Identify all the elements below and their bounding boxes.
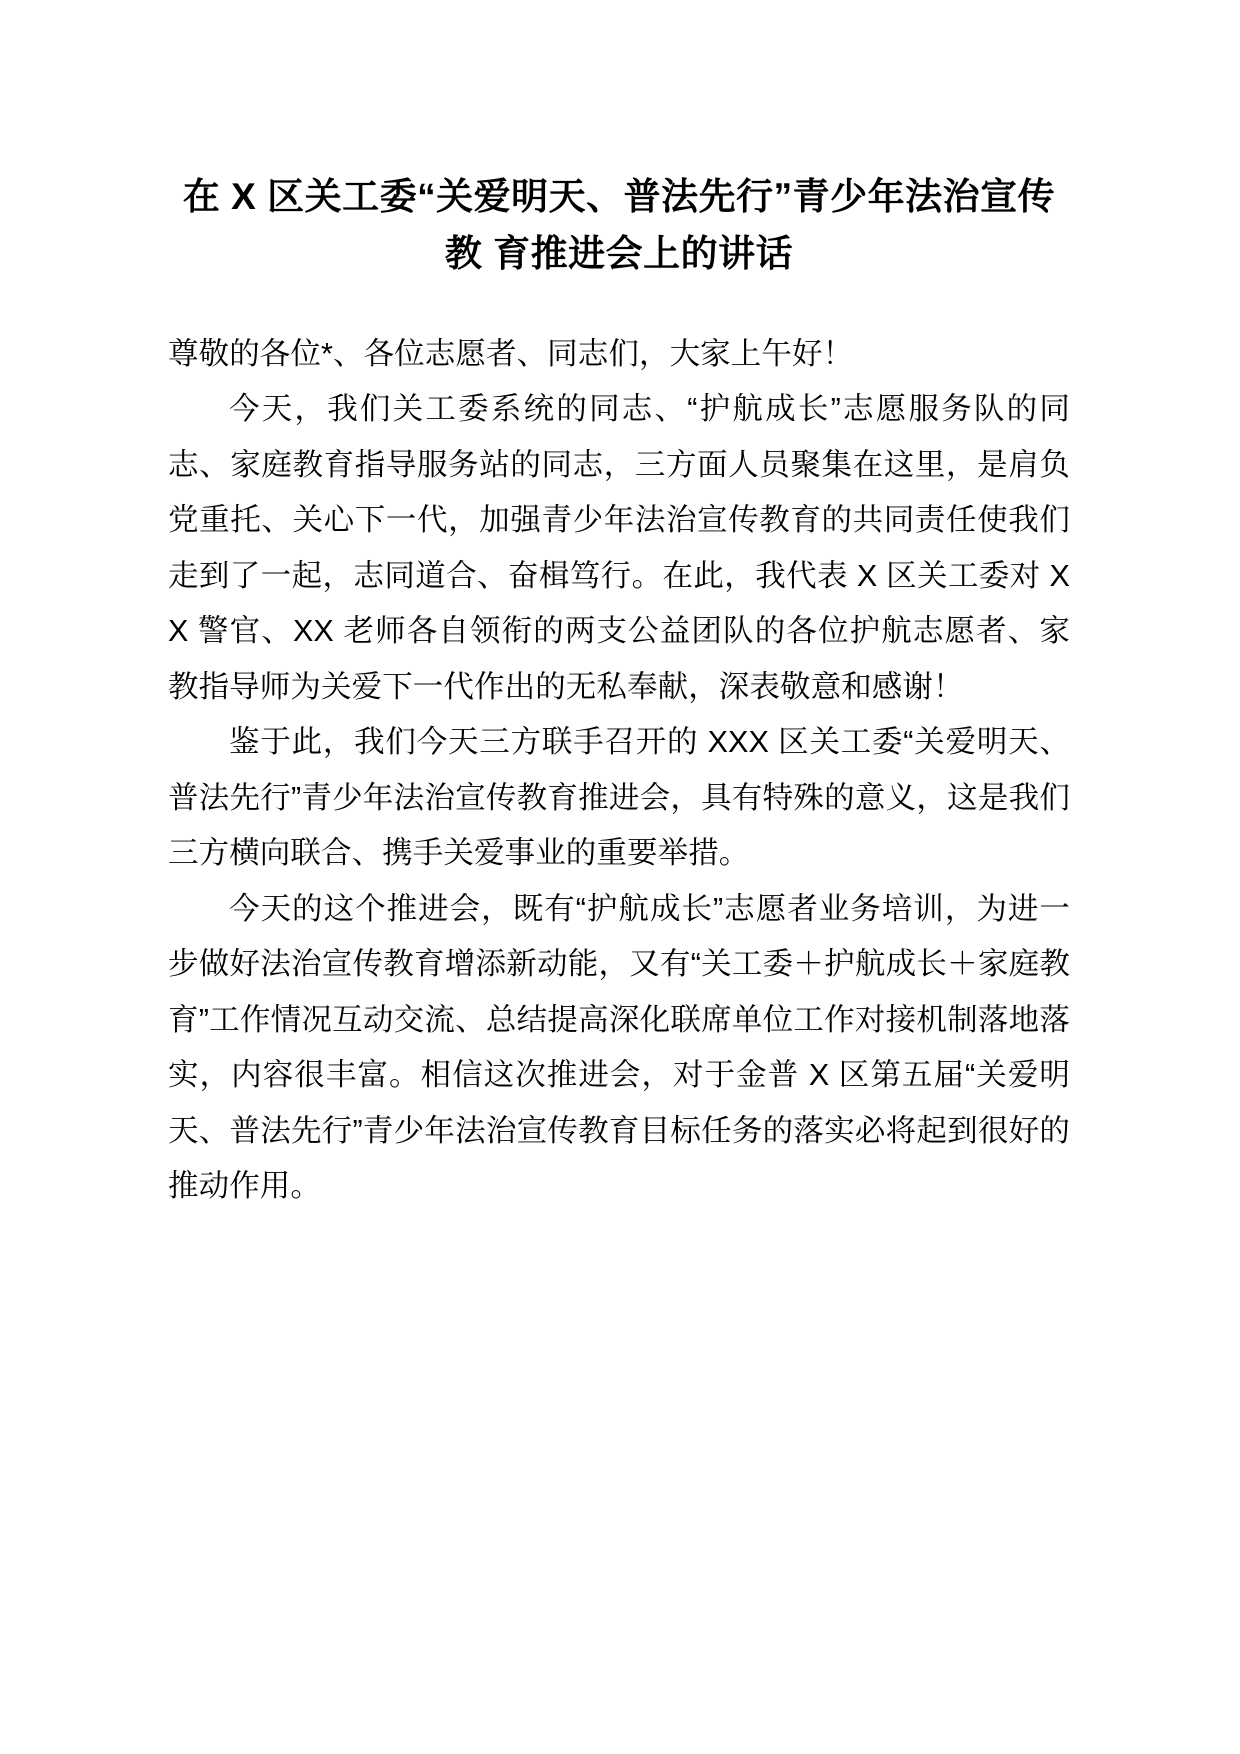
salutation-line: 尊敬的各位*、各位志愿者、同志们，大家上午好！ [168,336,854,371]
page-title-line-1: 在 X 区关工委“关爱明天、普法先行”青少年法治宣传教 [182,176,1056,275]
body-paragraph-3: 今天的这个推进会，既有“护航成长”志愿者业务培训，为进一步做好法治宣传教育增添新动能，又有“关工委＋护航成长＋家庭教育”工作情况互动交流、总结提高深化联席单位工作对接机制落地落实，内容很丰富。相信这次推进会，对于金普 X 区第五届“关爱明天、普法先行”青少年法治宣传教育目标任务的落实必将起到很好的推动作用。 [168,891,1070,1204]
page-title [168,168,1070,283]
body-paragraph-1: 今天，我们关工委系统的同志、“护航成长”志愿服务队的同志、家庭教育指导服务站的同志，三方面人员聚集在这里，是肩负党重托、关心下一代，加强青少年法治宣传教育的共同责任使我们走到了一起，志同道合、奋楫笃行。在此，我代表 X 区关工委对 XX 警官、XX 老师各自领衔的两支公益团队的各位护航志愿者、家教指导师为关爱下一代作出的无私奉献，深表敬意和感谢！ [168,392,1070,704]
page-title-line-2: 育推进会上的讲话 [493,233,794,275]
body-paragraph-2: 鉴于此，我们今天三方联手召开的 XXX 区关工委“关爱明天、普法先行”青少年法治宣传教育推进会，具有特殊的意义，这是我们三方横向联合、携手关爱事业的重要举措。 [168,725,1070,871]
document-body [168,327,1070,1215]
